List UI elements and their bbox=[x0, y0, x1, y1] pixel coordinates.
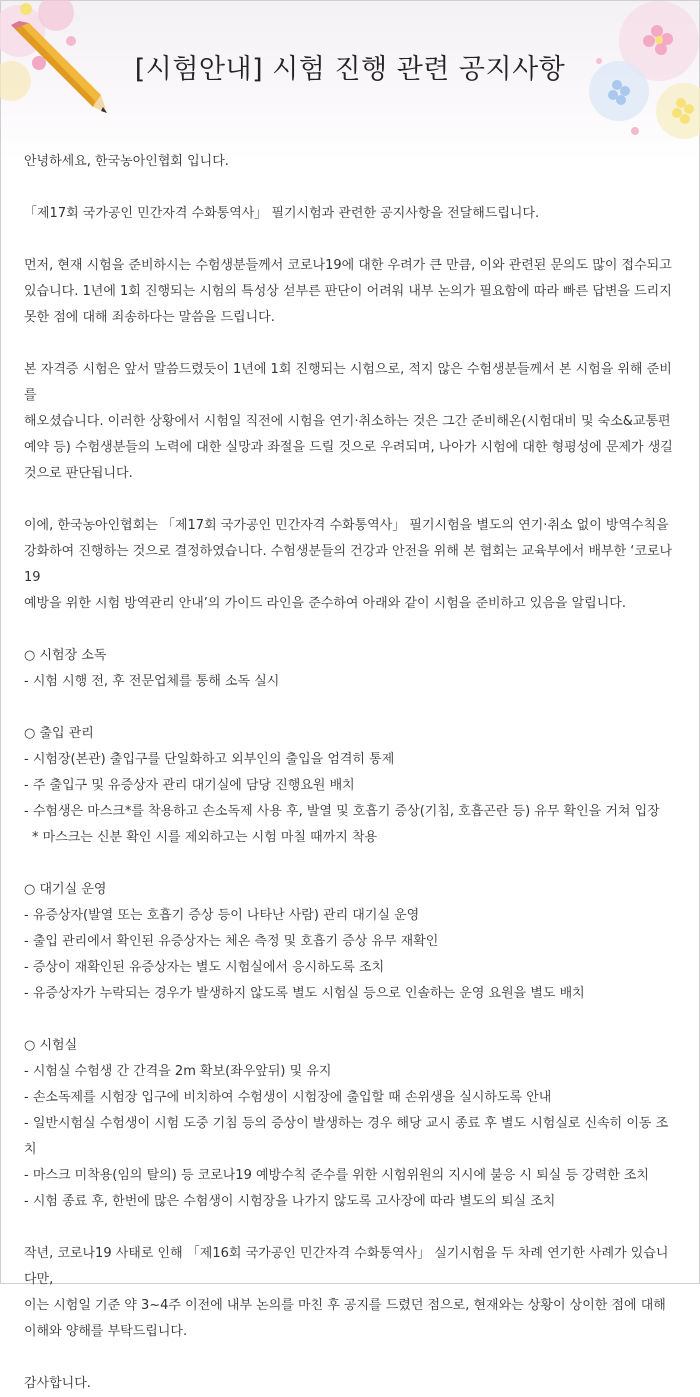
paragraph-line: 먼저, 현재 시험을 준비하시는 수험생분들께서 코로나19에 대한 우려가 큰 만큼, 이와 관련된 문의도 많이 접수되고 bbox=[24, 258, 672, 273]
list-item: - 증상이 재확인된 유증상자는 별도 시험실에서 응시하도록 조치 bbox=[24, 960, 385, 975]
closing-text: 감사합니다. bbox=[24, 1376, 91, 1391]
list-item: - 시험실 수험생 간 간격을 2m 확보(좌우앞뒤) 및 유지 bbox=[24, 1064, 332, 1079]
section-heading: ○ 시험실 bbox=[24, 1038, 78, 1053]
paragraph-line: 강화하여 진행하는 것으로 결정하였습니다. 수험생분들의 건강과 안전을 위해 본 협회는 교육부에서 배부한 ‘코로나19 bbox=[24, 544, 673, 585]
paragraph-line: 있습니다. 1년에 1회 진행되는 시험의 특성상 섣부른 판단이 어려워 내부 논의가 필요함에 따라 빠른 답변을 드리지 bbox=[24, 284, 672, 299]
list-item: - 유증상자가 누락되는 경우가 발생하지 않도록 별도 시험실 등으로 인솔하는 운영 요원을 별도 배치 bbox=[24, 986, 585, 1001]
greeting-text: 안녕하세요, 한국농아인협회 입니다. bbox=[24, 154, 229, 169]
notice-content bbox=[24, 149, 679, 1397]
list-note: * 마스크는 신분 확인 시를 제외하고는 시험 마칠 때까지 착용 bbox=[32, 830, 378, 845]
list-item: - 주 출입구 및 유증상자 관리 대기실에 담당 진행요원 배치 bbox=[24, 778, 355, 793]
paragraph-line: 것으로 판단됩니다. bbox=[24, 466, 133, 481]
section-heading: ○ 대기실 운영 bbox=[24, 882, 107, 897]
list-item: - 마스크 미착용(임의 탈의) 등 코로나19 예방수칙 준수를 위한 시험위원의 지시에 불응 시 퇴실 등 강력한 조치 bbox=[24, 1168, 649, 1183]
paragraph-line: 이에, 한국농아인협회는 「제17회 국가공인 민간자격 수화통역사」 필기시험을 별도의 연기·취소 없이 방역수칙을 bbox=[24, 518, 669, 533]
page-title: [시험안내] 시험 진행 관련 공지사항 bbox=[134, 54, 566, 85]
section-heading: ○ 출입 관리 bbox=[24, 726, 94, 741]
paragraph-line: 예약 등) 수험생분들의 노력에 대한 실망과 좌절을 드릴 것으로 우려되며, 나아가 시험에 대한 형평성에 문제가 생길 bbox=[24, 440, 673, 455]
list-item: - 손소독제를 시험장 입구에 비치하여 수험생이 시험장에 출입할 때 손위생을 실시하도록 안내 bbox=[24, 1090, 552, 1105]
list-item: - 유증상자(발열 또는 호흡기 증상 등이 나타난 사람) 관리 대기실 운영 bbox=[24, 908, 420, 923]
paragraph-line: 작년, 코로나19 사태로 인해 「제16회 국가공인 민간자격 수화통역사」 실기시험을 두 차례 연기한 사례가 있습니다만, bbox=[24, 1246, 669, 1287]
list-item: - 출입 관리에서 확인된 유증상자는 체온 측정 및 호흡기 증상 유무 재확인 bbox=[24, 934, 439, 949]
list-item: - 시험 종료 후, 한번에 많은 수험생이 시험장을 나가지 않도록 고사장에 따라 별도의 퇴실 조치 bbox=[24, 1194, 556, 1209]
list-item: - 수험생은 마스크*를 착용하고 손소독제 사용 후, 발열 및 호흡기 증상(기침, 호흡곤란 등) 유무 확인을 거쳐 입장 bbox=[24, 804, 660, 819]
list-item: - 시험 시행 전, 후 전문업체를 통해 소독 실시 bbox=[24, 674, 280, 689]
list-item: - 일반시험실 수험생이 시험 도중 기침 등의 증상이 발생하는 경우 해당 교시 종료 후 별도 시험실로 신속히 이동 조치 bbox=[24, 1116, 669, 1157]
list-item: - 시험장(본관) 출입구를 단일화하고 외부인의 출입을 엄격히 통제 bbox=[24, 752, 395, 767]
section-heading: ○ 시험장 소독 bbox=[24, 648, 107, 663]
paragraph-line: 이해와 양해를 부탁드립니다. bbox=[24, 1324, 188, 1339]
paragraph-line: 이는 시험일 기준 약 3~4주 이전에 내부 논의를 마친 후 공지를 드렸던 점으로, 현재와는 상황이 상이한 점에 대해 bbox=[24, 1298, 666, 1313]
paragraph-line: 못한 점에 대해 죄송하다는 말씀을 드립니다. bbox=[24, 310, 275, 325]
paragraph-line: 예방을 위한 시험 방역관리 안내’의 가이드 라인을 준수하여 아래와 같이 시험을 준비하고 있음을 알립니다. bbox=[24, 596, 626, 611]
paragraph-line: 해오셨습니다. 이러한 상황에서 시험일 직전에 시험을 연기·취소하는 것은 그간 준비해온(시험대비 및 숙소&교통편 bbox=[24, 414, 671, 429]
paragraph-line: 본 자격증 시험은 앞서 말씀드렸듯이 1년에 1회 진행되는 시험으로, 적지 않은 수험생분들께서 본 시험을 위해 준비를 bbox=[24, 362, 672, 403]
intro-text: 「제17회 국가공인 민간자격 수화통역사」 필기시험과 관련한 공지사항을 전달해드립니다. bbox=[24, 206, 540, 221]
